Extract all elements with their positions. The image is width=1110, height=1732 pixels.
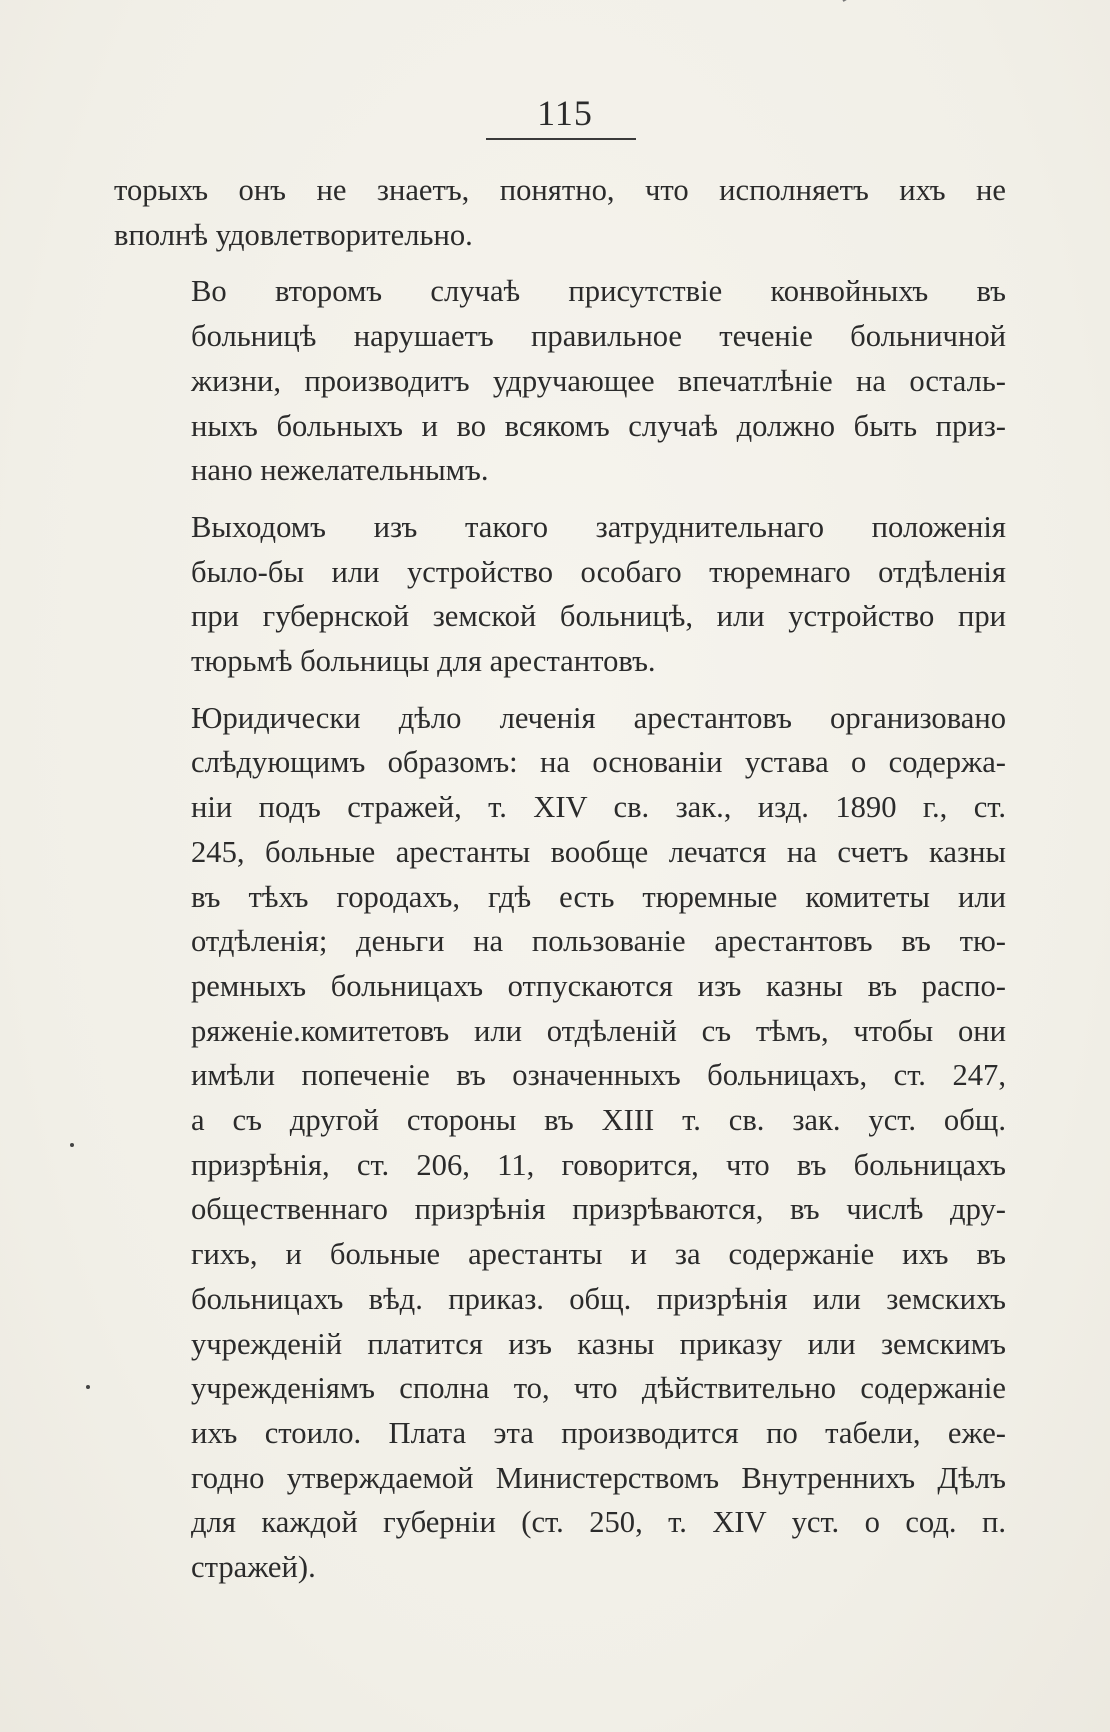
- text-line: для каждой губерніи (ст. 250, т. XIV уст. о сод. п.: [191, 1505, 1006, 1540]
- header-rule: [486, 138, 636, 140]
- text-line: при губернской земской больницѣ, или устройство при: [191, 599, 1006, 634]
- text-line: нано нежелательнымъ.: [191, 453, 489, 488]
- paragraph-4: [114, 696, 1006, 1590]
- page-number: 115: [537, 93, 593, 133]
- text-line: больницахъ вѣд. приказ. общ. призрѣнія или земскихъ: [191, 1281, 1006, 1316]
- text-line: 245, больные арестанты вообще лечатся на счетъ казны: [191, 834, 1006, 869]
- text-line: призрѣнія, ст. 206, 11, говорится, что въ больницахъ: [191, 1147, 1006, 1182]
- text-line: Во второмъ случаѣ присутствіе конвойныхъ въ: [191, 274, 1006, 309]
- text-line: ихъ стоило. Плата эта производится по табели, еже-: [191, 1415, 1006, 1450]
- text-line: ряженіе.комитетовъ или отдѣленій съ тѣмъ, чтобы они: [191, 1013, 1006, 1048]
- paragraph-2: [114, 269, 1006, 493]
- ink-speck: [70, 1143, 74, 1147]
- text-line: ніи подъ стражей, т. XIV св. зак., изд. 1890 г., ст.: [191, 790, 1006, 825]
- paragraph-3: [114, 505, 1006, 684]
- body-text: [114, 168, 1006, 1602]
- text-line: учрежденіямъ сполна то, что дѣйствительно содержаніе: [191, 1371, 1006, 1406]
- text-line: гихъ, и больные арестанты и за содержаніе ихъ въ: [191, 1237, 1006, 1272]
- text-line: Выходомъ изъ такого затруднительнаго положенія: [191, 509, 1006, 544]
- text-line: а съ другой стороны въ XIII т. св. зак. уст. общ.: [191, 1103, 1006, 1138]
- text-line: тюрьмѣ больницы для арестантовъ.: [191, 644, 656, 679]
- text-line: годно утверждаемой Министерствомъ Внутреннихъ Дѣлъ: [191, 1460, 1006, 1495]
- text-line: слѣдующимъ образомъ: на основаніи устава о содержа-: [191, 745, 1006, 780]
- text-line: было-бы или устройство особаго тюремнаго отдѣленія: [191, 554, 1006, 589]
- text-line: учрежденій платится изъ казны приказу или земскимъ: [191, 1326, 1006, 1361]
- text-line: ныхъ больныхъ и во всякомъ случаѣ должно быть приз-: [191, 408, 1006, 443]
- text-line: торыхъ онъ не знаетъ, понятно, что исполняетъ ихъ не: [114, 173, 1006, 207]
- text-line: отдѣленія; деньги на пользованіе арестантовъ въ тю-: [191, 924, 1006, 959]
- text-line: общественнаго призрѣнія призрѣваются, въ числѣ дру-: [191, 1192, 1006, 1227]
- ink-speck: [86, 1385, 90, 1389]
- text-line: стражей).: [191, 1550, 316, 1585]
- text-line: имѣли попеченіе въ означенныхъ больницахъ, ст. 247,: [191, 1058, 1006, 1093]
- pencil-mark: [843, 0, 865, 2]
- text-line: ремныхъ больницахъ отпускаются изъ казны въ распо-: [191, 968, 1006, 1003]
- text-line: вполнѣ удовлетворительно.: [114, 217, 473, 252]
- text-line: въ тѣхъ городахъ, гдѣ есть тюремные комитеты или: [191, 879, 1006, 914]
- text-line: Юридически дѣло леченія арестантовъ организовано: [191, 700, 1006, 735]
- paragraph-1: [114, 168, 1006, 257]
- text-line: больницѣ нарушаетъ правильное теченіе больничной: [191, 319, 1006, 354]
- text-line: жизни, производитъ удручающее впечатлѣніе на осталь-: [191, 363, 1006, 398]
